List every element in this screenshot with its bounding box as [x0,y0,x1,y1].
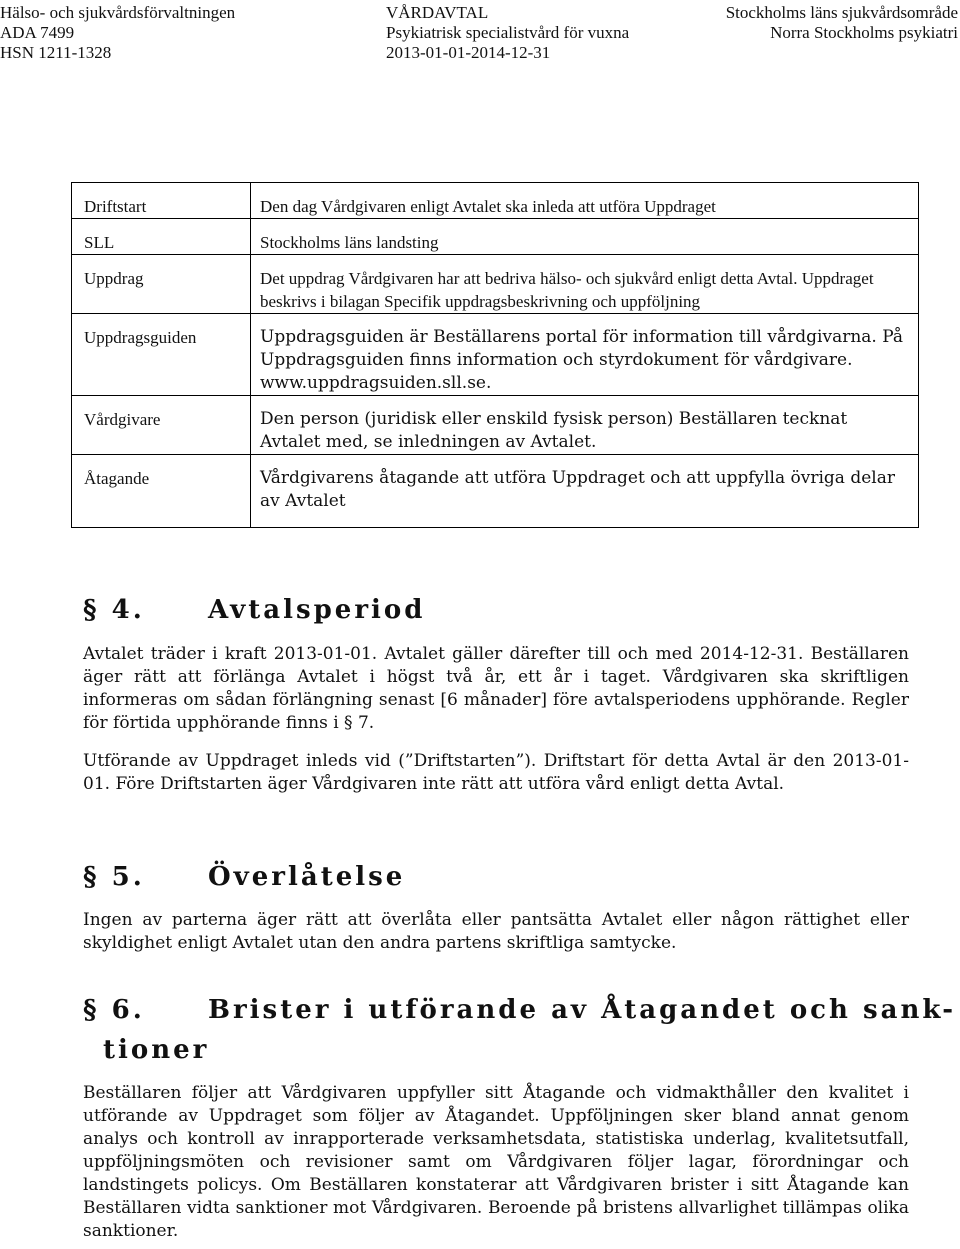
definition-term: Vårdgivare [72,396,251,455]
definition-row [72,183,919,219]
section-4-paragraph-1: Avtalet träder i kraft 2013-01-01. Avtalet gäller därefter till och med 2014-12-31. Beställaren äger rätt att förlänga Avtalet i högst två år, ett år i taget. Vårdgivaren ska skriftligen informeras om sådan förlängning senast [6 månader] före avtalsperiodens upphörande. Regler för förtida upphörande finns i § 7. [83,644,909,733]
header-area: Stockholms läns sjukvårdsområde [725,3,958,22]
section-heading-4 [83,590,425,630]
definition-term: SLL [72,219,251,255]
section-heading-6 [83,990,956,1070]
header-row-1 [0,3,960,23]
section-heading-5 [83,857,405,897]
section-title: Avtalsperiod [208,595,426,625]
section-5-paragraph-1: Ingen av parterna äger rätt att överlåta eller pantsätta Avtalet eller någon rättighet eller skyldighet enligt Avtalet utan den andra partens skriftliga samtycke. [83,910,909,953]
definition-row [72,314,919,396]
section-title: Överlåtelse [208,862,406,892]
header-document-type: VÅRDAVTAL [386,3,489,22]
header-unit: Norra Stockholms psykiatri [770,23,958,42]
header-row-2 [0,23,960,43]
section-title-continuation: tioner [103,1035,210,1065]
definition-term: Uppdragsguiden [72,314,251,396]
header-service: Psykiatrisk specialistvård för vuxna [386,23,630,42]
section-number: § 5. [83,862,145,892]
definition-row [72,255,919,314]
definition-term: Driftstart [72,183,251,219]
definition-term: Uppdrag [72,255,251,314]
header-organization: Hälso- och sjukvårdsförvaltningen [0,3,236,22]
definition-text: Stockholms läns landsting [251,219,919,255]
definition-text: Vårdgivarens åtagande att utföra Uppdraget och att uppfylla övriga delar av Avtalet [251,455,919,528]
definition-text: Den person (juridisk eller enskild fysisk person) Beställaren tecknat Avtalet med, se inledningen av Avtalet. [251,396,919,455]
header-row-3 [0,43,960,63]
definition-row [72,396,919,455]
definition-text: Uppdragsguiden är Beställarens portal för information till vårdgivarna. På Uppdragsguiden finns information och styrdokument för vårdgivare. www.uppdragsuiden.sll.se. [251,314,919,396]
definition-row [72,455,919,528]
section-title: Brister i utförande av Åtagandet och sank- [208,995,957,1025]
header-reference: ADA 7499 [0,23,75,42]
definition-text: Det uppdrag Vårdgivaren har att bedriva hälso- och sjukvård enligt detta Avtal. Uppdraget beskrivs i bilagan Specifik uppdragsbeskrivning och uppföljning [251,255,919,314]
header-case-number: HSN 1211-1328 [0,43,112,62]
section-number: § 6. [83,995,145,1025]
definition-row [72,219,919,255]
header-period: 2013-01-01-2014-12-31 [386,43,551,62]
section-6-paragraph-1: Beställaren följer att Vårdgivaren uppfyller sitt Åtagande och vidmakthåller den kvalitet i utförande av Uppdraget som följer av Åtagandet. Uppföljningen sker bland annat genom analys och kontroll av inrapporterade verksamhetsdata, statistiska underlag, kvalitetsutfall, uppföljningsmöten och revisioner samt om Vårdgivaren följer lagar, förordningar och landstingets policys. Om Beställaren konstaterar att Vårdgivaren brister i sitt Åtagande kan Beställaren vidta sanktioner mot Vårdgivaren. Beroende på bristens allvarlighet tillämpas olika sanktioner. [83,1083,909,1241]
definitions-table [71,182,919,528]
definition-text: Den dag Vårdgivaren enligt Avtalet ska inleda att utföra Uppdraget [251,183,919,219]
section-4-paragraph-2: Utförande av Uppdraget inleds vid (”Driftstarten”). Driftstart för detta Avtal är den 2013-01-01. Före Driftstarten äger Vårdgivaren inte rätt att utföra vård enligt detta Avtal. [83,751,909,794]
definition-term: Åtagande [72,455,251,528]
section-number: § 4. [83,595,145,625]
